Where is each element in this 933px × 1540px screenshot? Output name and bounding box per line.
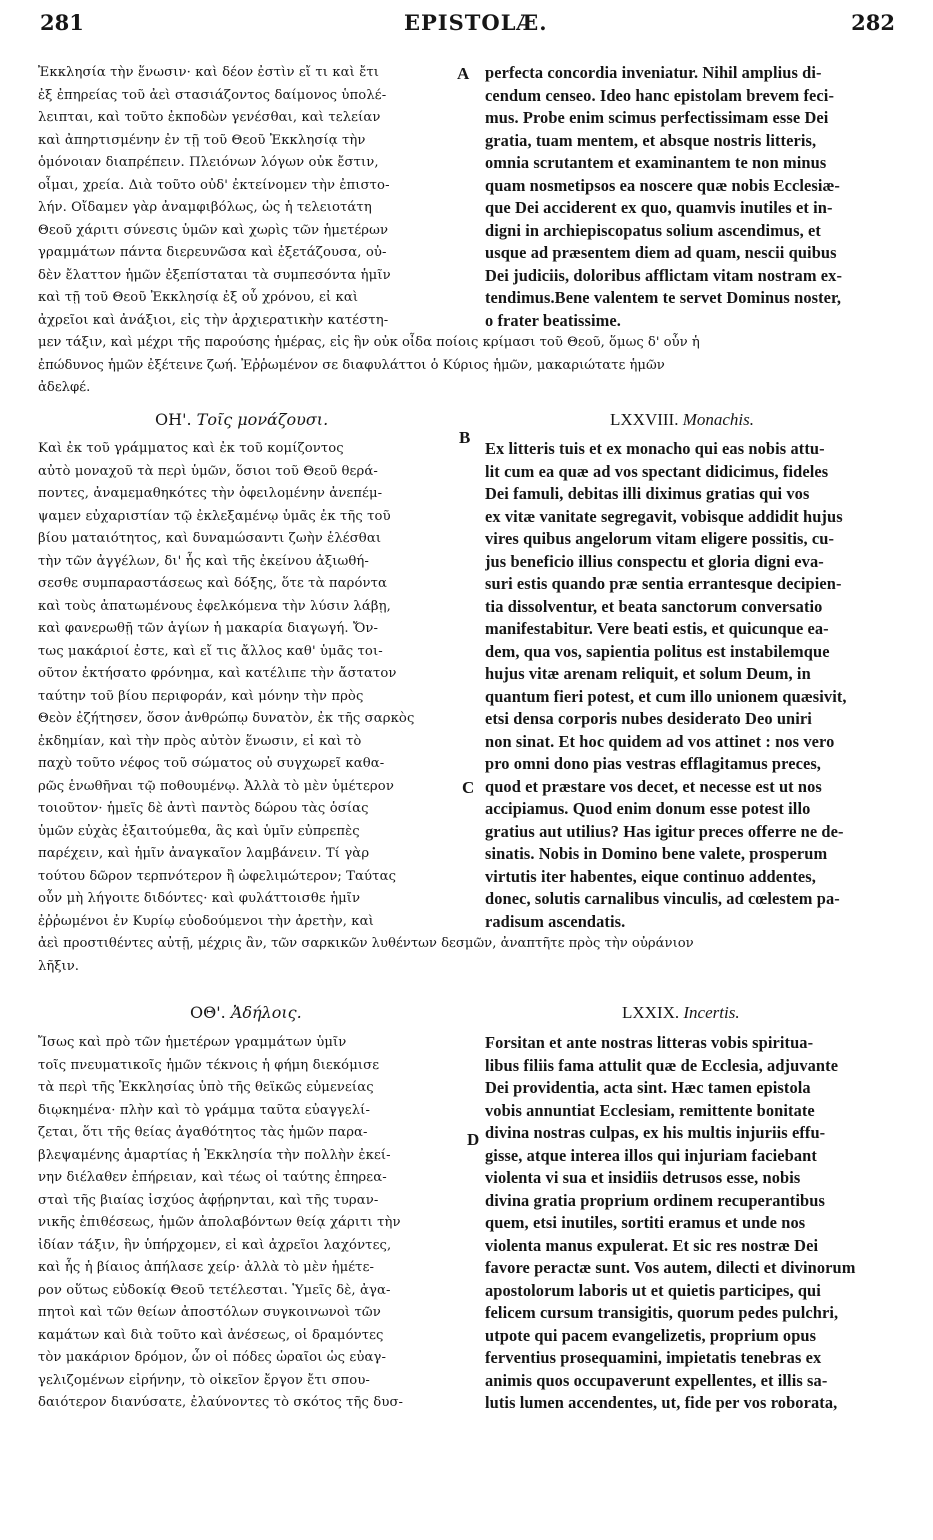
latin-heading-79-title: Incertis.: [683, 1003, 740, 1022]
text-line: mus. Probe enim scimus perfectissimam esse Dei: [485, 108, 829, 127]
text-line: σεσθε συμπαραστάσεως καὶ δόξης, ὅτε τὰ παρόντα: [38, 576, 388, 591]
text-line: ψαμεν εὐχαριστίαν τῷ ἐκλεξαμένῳ ὑμᾶς ἐκ τῆς τοῦ: [38, 508, 391, 524]
text-line: δαιότερον διανύσατε, ἐλαύνοντες τὸ σκότος τῆς δυσ-: [38, 1395, 404, 1410]
text-line: ρῶς ἑνωθῆναι τῷ ποθουμένῳ. Ἀλλὰ τὸ μὲν ὑμέτερον: [38, 778, 394, 794]
text-line: καὶ ἀπηρτισμένην ἐν τῇ τοῦ Θεοῦ Ἐκκλησίᾳ τὴν: [38, 132, 366, 148]
text-line: τὰ περὶ τῆς Ἐκκλησίας ὑπὸ τῆς θεϊκῶς εὐμενείας: [38, 1080, 374, 1095]
text-line: τούτου δῶρον τερπνότερον ἢ ὠφελιμώτερον; Ταύτας: [38, 868, 397, 884]
text-line: τως μακάριοί ἐστε, καὶ εἴ τις ἄλλος καθ' ὑμᾶς τοι-: [38, 643, 383, 659]
text-line: νην διέλαθεν ἐπήρειαν, καὶ τέως οἱ ταύτης ἐπηρεα-: [38, 1170, 387, 1185]
text-line: οἶμαι, χρεία. Διὰ τοῦτο οὐδ' ἐκτείνομεν τὴν ἐπιστο-: [38, 177, 390, 193]
text-line: Ἐκκλησία τὴν ἕνωσιν· καὶ δέον ἐστὶν εἴ τι καὶ ἔτι: [38, 65, 380, 80]
text-line: καὶ φανερωθῇ τῶν ἁγίων ἡ μακαρία διαγωγή. Ὄν-: [38, 621, 379, 636]
text-line: ferventius prosequamini, impietatis tenebras ex: [485, 1348, 822, 1367]
text-line: tia dissolventur, et beata sanctorum conversatio: [485, 596, 823, 616]
text-line: perfecta concordia inveniatur. Nihil amplius di-: [485, 63, 822, 82]
greek-heading-78-title: Τοῖς μονάζουσι.: [196, 410, 329, 429]
text-line: ὁμόνοιαν διαπρέπειν. Πλειόνων λόγων οὐκ ἔστιν,: [38, 155, 379, 170]
text-line: γραμμάτων πάντα διερευνῶσα καὶ ἐξετάζουσα, οὐ-: [38, 245, 387, 260]
text-line: manifestabitur. Vere beati estis, et quicunque ea-: [485, 619, 829, 638]
text-line: virtutis iter habentes, eique continuo addentes,: [485, 866, 816, 886]
running-title: EPISTOLÆ.: [404, 10, 548, 35]
latin-column-top: [485, 62, 905, 332]
text-line: τὴν τῶν ἀγγέλων, δι' ἧς καὶ τῆς ἐκείνου ἀξιωθή-: [38, 553, 369, 569]
text-line: apostolorum laboris ut et quietis participes, qui: [485, 1280, 821, 1300]
text-line: Θεοῦ χάριτι σύνεσις ὑμῶν καὶ χωρὶς τῶν ἡμετέρων: [38, 222, 389, 238]
text-line: Ex litteris tuis et ex monacho qui eas nobis attu-: [485, 439, 825, 458]
greek-heading-79-title: Ἀδήλοις.: [230, 1003, 302, 1022]
greek-fullwidth-top: [38, 332, 908, 400]
text-line: λειπται, καὶ τοῦτο ἐκποδὼν γενέσθαι, καὶ τελείαν: [38, 110, 381, 125]
text-line: νικῆς ἐπιθέσεως, ἡμῶν ἀπολαβόντων θείᾳ χάριτι τὴν: [38, 1215, 401, 1230]
text-line: καὶ τῇ τοῦ Θεοῦ Ἐκκλησίᾳ ἐξ οὗ χρόνου, εἰ καὶ: [38, 290, 359, 305]
greek-column-78: [38, 438, 456, 933]
latin-heading-78-title: Monachis.: [682, 410, 754, 429]
text-line: ἐξ ἐπηρείας τοῦ ἀεὶ στασιάζοντος δαίμονος ὑπολέ-: [38, 87, 387, 103]
text-line: ἀδελφέ.: [38, 380, 91, 395]
text-line: Forsitan et ante nostras litteras vobis spiritua-: [485, 1033, 814, 1052]
text-line: λῆξιν.: [38, 958, 79, 974]
latin-heading-78-number: LXXVIII.: [610, 410, 679, 429]
text-line: καμάτων καὶ διὰ τοῦτο καὶ ἀνέσεως, οἱ δραμόντες: [38, 1327, 384, 1343]
text-line: donec, solutis carnalibus vinculis, ad cœlestem pa-: [485, 889, 840, 908]
text-line: violenta vi sua et insidiis detrusos esse, nobis: [485, 1168, 801, 1187]
text-line: ποντες, ἀναμεμαθηκότες τὴν ὀφειλομένην ἀνεπέμ-: [38, 486, 383, 501]
text-line: καὶ ἧς ἡ βίαιος ἀπήλασε χείρ· ἀλλὰ τὸ μὲν ἡμέτε-: [38, 1260, 375, 1275]
text-line: quam nosmetipsos ea noscere quæ nobis Ecclesiæ-: [485, 175, 840, 195]
text-line: ρον οὕτως εὐδοκίᾳ Θεοῦ τετέλεσται. Ὑμεῖς δὲ, ἀγα-: [38, 1282, 391, 1298]
greek-heading-79: [190, 1003, 302, 1022]
text-line: gratia, tuam mentem, et absque nostris litteris,: [485, 130, 817, 150]
text-line: ἀεὶ προστιθέντες αὐτῇ, μέχρις ἂν, τῶν σαρκικῶν λυθέντων δεσμῶν, ἀναπτῆτε πρὸς τὴν οὐράνιον: [38, 936, 694, 951]
text-line: violenta manus expulerat. Et sic res nostræ Dei: [485, 1235, 819, 1255]
text-line: ἐκδημίαν, καὶ τὴν πρὸς αὐτὸν ἕνωσιν, εἰ καὶ τὸ: [38, 733, 362, 749]
text-line: sinatis. Nobis in Domino bene valete, prosperum: [485, 844, 828, 863]
text-line: quem, etsi inutiles, sortiti eramus et unde nos: [485, 1213, 806, 1232]
text-line: καὶ τοὺς ἀπατωμένους ἐφελκόμενα τὴν λύσιν λάβῃ,: [38, 598, 391, 614]
text-line: δὲν ἔλαττον ἡμῶν ἐξεπίσταται τὰ συμπεσόντα ἡμῖν: [38, 267, 391, 283]
running-header: [0, 10, 933, 44]
text-line: ἀχρεῖοι καὶ ἀνάξιοι, εἰς τὴν ἀρχιερατικὴν κατέστη-: [38, 312, 389, 328]
text-line: accipiamus. Quod enim donum esse potest illo: [485, 799, 811, 818]
greek-column-79: [38, 1032, 456, 1415]
text-line: τοιοῦτον· ἡμεῖς δὲ ἀντὶ παντὸς δώρου τὰς ὁσίας: [38, 801, 369, 816]
text-line: ὑμῶν εὐχὰς ἐξαιτούμεθα, ἃς καὶ ὑμῖν εὐπρεπὲς: [38, 823, 360, 839]
text-line: βλεψαμένης ἁμαρτίας ἡ Ἐκκλησία τὴν πολλὴν ἐκεί-: [38, 1147, 391, 1163]
text-line: Ἴσως καὶ πρὸ τῶν ἡμετέρων γραμμάτων ὑμῖν: [38, 1035, 347, 1050]
text-line: divina gratia proprium ordinem recuperantibus: [485, 1190, 825, 1210]
text-line: o frater beatissime.: [485, 310, 621, 330]
text-line: διῳκημένα· πλὴν καὶ τὸ γράμμα ταῦτα εὐαγγελί-: [38, 1102, 371, 1118]
text-line: non sinat. Et hoc quidem ad vos attinet : nos vero: [485, 731, 835, 751]
text-line: jus beneficio illius conspectu et gloria digni eva-: [485, 551, 824, 571]
text-line: libus filiis fama attulit quæ de Ecclesia, adjuvante: [485, 1055, 839, 1075]
text-line: παρέχειν, καὶ ἡμῖν ἀναγκαῖον λαμβάνειν. Τί γὰρ: [38, 846, 370, 861]
text-line: lutis lumen accendentes, ut, fide per vos roborata,: [485, 1393, 838, 1412]
text-line: ζεται, ὅτι τῆς θείας ἀγαθότητος τὰς ἡμῶν παρα-: [38, 1125, 368, 1140]
text-line: ἐπώδυνος ἡμῶν ἐξέτεινε ζωή. Ἐῤῥωμένον σε διαφυλάττοι ὁ Κύριος ἡμῶν, μακαριώτατε ἡμῶν: [38, 357, 665, 373]
greek-column-top: [38, 62, 456, 332]
greek-fullwidth-78: [38, 933, 908, 978]
text-line: favore peractæ sunt. Vos autem, dilecti et divinorum: [485, 1258, 856, 1277]
text-line: divina nostras culpas, ex his multis injuriis effu-: [485, 1123, 826, 1142]
text-line: Dei providentia, acta sint. Hæc tamen epistola: [485, 1078, 811, 1097]
margin-letter-a: A: [457, 64, 470, 83]
text-line: tendimus.Bene valentem te servet Dominus noster,: [485, 288, 842, 307]
text-line: παχὺ τοῦτο νέφος τοῦ σώματος οὐ συγχωρεῖ καθα-: [38, 756, 385, 771]
text-line: hujus vitæ arenam reliquit, et solum Deum, in: [485, 664, 811, 683]
text-line: οὖν μὴ λήγοιτε διδόντες· καὶ φυλάττοισθε ἡμῖν: [38, 891, 361, 906]
text-line: vobis annuntiat Ecclesiam, remittente bonitate: [485, 1100, 815, 1120]
text-line: Dei famuli, debitas illi diximus gratias qui vos: [485, 484, 810, 503]
greek-heading-79-number: ΟΘ'.: [190, 1003, 226, 1022]
text-line: suri estis quando præ sentia errantesque decipien-: [485, 574, 842, 593]
text-line: lit cum ea quæ ad vos spectant didicimus, fideles: [485, 461, 829, 481]
text-line: ταύτην τοῦ βίου περιφοράν, καὶ μόνην τὴν πρὸς: [38, 688, 364, 704]
text-line: animis quos occupaverunt expellentes, et illis sa-: [485, 1370, 828, 1390]
text-line: λήν. Οἴδαμεν γὰρ ἀναμφιβόλως, ὡς ἡ τελειοτάτη: [38, 200, 372, 215]
text-line: ex vitæ vanitate segregavit, vobisque addidit hujus: [485, 506, 843, 526]
text-line: usque ad præsentem diem ad quam, nescii quibus: [485, 243, 837, 262]
text-line: quod et præstare vos decet, et necesse est ut nos: [485, 776, 822, 796]
text-line: vires quibus angelorum vitam eligere possitis, cu-: [485, 529, 835, 548]
text-line: πητοὶ καὶ τῶν θείων ἀποστόλων συγκοινωνοὶ τῶν: [38, 1305, 381, 1320]
text-line: pro omni dono pias vestras efflagitamus preces,: [485, 754, 822, 773]
text-line: radisum ascendatis.: [485, 911, 626, 931]
latin-column-79: [485, 1032, 905, 1415]
text-line: felicem cursum transigitis, quorum pedes pulchri,: [485, 1303, 839, 1322]
latin-heading-78: [610, 410, 754, 430]
text-line: ἰδίαν τάξιν, ἣν ὑπήρχομεν, εἰ καὶ ἀχρεῖοι λαχόντες,: [38, 1237, 392, 1253]
page-number-right: 282: [851, 10, 895, 35]
text-line: etsi densa corporis nubes desiderato Deo uniri: [485, 709, 812, 728]
text-line: gratius aut utilius? Has igitur preces offerre ne de-: [485, 821, 844, 841]
latin-heading-79: [622, 1003, 740, 1023]
text-line: μεν τάξιν, καὶ μέχρι τῆς παρούσης ἡμέρας, εἰς ἣν οὐκ οἶδα ποίοις κρίμασι τοῦ Θεοῦ, ὅμως δ' οὖν ἡ: [38, 335, 700, 350]
text-line: οῦτον ἐκτήσατο φρόνημα, καὶ κατέλιπε τὴν ἄστατον: [38, 666, 397, 681]
text-line: γελιζομένων εἰρήνην, τὸ οἰκεῖον ἔργον ἔτι σπου-: [38, 1372, 370, 1388]
text-line: Dei judiciis, doloribus afflictam vitam nostram ex-: [485, 265, 843, 285]
text-line: gisse, atque interea illos qui injuriam faciebant: [485, 1145, 817, 1165]
text-line: ἐῤῥωμένοι ἐν Κυρίῳ εὐοδούμενοι τὴν ἀρετὴν, καὶ: [38, 913, 374, 929]
text-line: digni in archiepiscopatus solium ascendimus, et: [485, 220, 821, 240]
text-line: cendum censeo. Ideo hanc epistolam brevem feci-: [485, 85, 835, 105]
text-line: τοῖς πνευματικοῖς ἡμῶν τέκνοις ἡ φήμη διεκόμισε: [38, 1057, 380, 1073]
text-line: utpote qui pacem evangelizetis, proprium opus: [485, 1325, 817, 1345]
text-line: quantum fieri potest, et cum illo unionem quæsivit,: [485, 686, 847, 706]
latin-column-78: [485, 438, 905, 933]
text-line: dem, qua vos, sapientia politus est instabilemque: [485, 641, 830, 661]
latin-heading-79-number: LXXIX.: [622, 1003, 680, 1022]
page-number-left: 281: [40, 10, 84, 35]
text-line: τὸν μακάριον δρόμον, ὧν οἱ πόδες ὡραῖοι ὡς εὐαγ-: [38, 1350, 387, 1365]
greek-heading-78-number: ΟΗ'.: [155, 410, 192, 429]
text-line: que Dei acciderent ex quo, quamvis inutiles et in-: [485, 198, 833, 217]
margin-letter-c: C: [462, 778, 475, 797]
text-line: σταὶ τῆς βιαίας ἰσχύος ἀφῄρηνται, καὶ τῆς τυραν-: [38, 1192, 379, 1208]
text-line: omnia scrutantem et examinantem te non minus: [485, 153, 827, 172]
text-line: Καὶ ἐκ τοῦ γράμματος καὶ ἐκ τοῦ κομίζοντος: [38, 441, 344, 456]
text-line: αὐτὸ μοναχοῦ τὰ περὶ ὑμῶν, ὅσιοι τοῦ Θεοῦ θερά-: [38, 463, 378, 479]
text-line: βίου ματαιότητος, καὶ δυναμώσαντι ζωὴν ἑλέσθαι: [38, 531, 382, 546]
greek-heading-78: [155, 410, 328, 429]
margin-letter-b: B: [459, 428, 471, 447]
margin-letter-d: D: [467, 1130, 480, 1149]
text-line: Θεὸν ἐζήτησεν, ὅσον ἀνθρώπῳ δυνατὸν, ἐκ τῆς σαρκὸς: [38, 711, 415, 726]
